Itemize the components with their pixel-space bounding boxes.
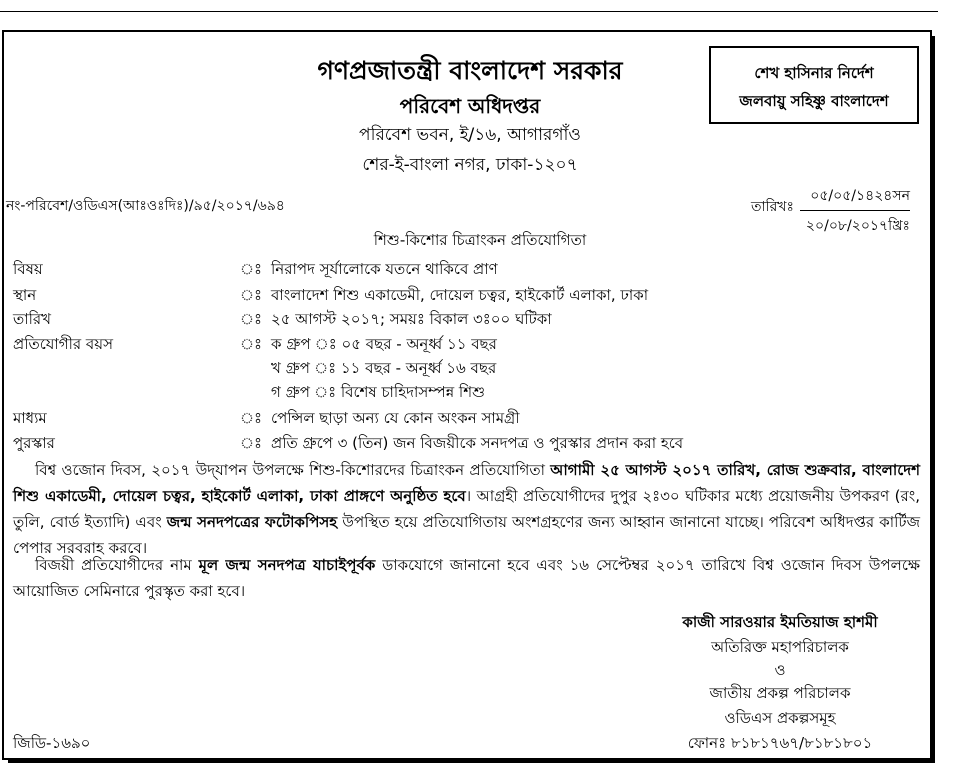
signatory-name: কাজী সারওয়ার ইমতিয়াজ হাশমী [682, 613, 878, 631]
slogan-line-1: শেখ হাসিনার নির্দেশ [754, 64, 874, 82]
frame-shadow-right [932, 36, 935, 763]
frame-shadow-bottom [8, 760, 935, 763]
detail-separator: ঃ [240, 286, 263, 304]
signatory-conjunction: ও [774, 661, 786, 679]
top-rule [0, 11, 938, 12]
winners-paragraph [13, 552, 920, 604]
date-bangla: ০৫/০৫/১৪২৪সন [800, 184, 910, 211]
detail-separator: ঃ [240, 335, 263, 353]
announcement-paragraph [13, 457, 920, 561]
detail-label: মাধ্যম [13, 409, 47, 427]
department-name: পরিবেশ অধিদপ্তর [399, 94, 541, 118]
detail-value: খ গ্রুপ ঃ ১১ বছর - অনূর্ধ্ব ১৬ বছর [271, 359, 497, 377]
detail-label: বিষয় [13, 260, 43, 278]
subject-heading: শিশু-কিশোর চিত্রাংকন প্রতিযোগিতা [373, 231, 587, 249]
address-line-2: শের-ই-বাংলা নগর, ঢাকা-১২০৭ [362, 155, 578, 175]
detail-value: ক গ্রুপ ঃ ০৫ বছর - অনূর্ধ্ব ১১ বছর [271, 335, 497, 353]
gd-code: জিডি-১৬৯০ [13, 734, 91, 752]
detail-value: বাংলাদেশ শিশু একাডেমী, দোয়েল চত্বর, হাইকোর্ট এলাকা, ঢাকা [271, 286, 649, 304]
paragraph-text: বিশ্ব ওজোন দিবস, ২০১৭ উদ্‌যাপন উপলক্ষে শিশু-কিশোরদের চিত্রাংকন প্রতিযোগিতা [35, 461, 551, 479]
detail-value: প্রতি গ্রুপে ৩ (তিন) জন বিজয়ীকে সনদপত্র ও পুরস্কার প্রদান করা হবে [271, 434, 684, 452]
detail-label: স্থান [13, 286, 37, 304]
detail-label: পুরস্কার [13, 434, 55, 452]
detail-label: তারিখ [13, 310, 51, 328]
paragraph-text: ডাকযোগে জানানো হবে এবং ১৬ সেপ্টেম্বর ২০১৭ তারিখে বিশ্ব ওজোন দিবস উপলক্ষে আয়োজিত সেমিনারে পুরস্কৃত করা হবে। [13, 556, 921, 600]
detail-separator: ঃ [240, 260, 263, 278]
event-details-bold: আগামী ২৫ আগস্ট ২০১৭ তারিখ, রোজ শুক্রবার, বাংলাদেশ শিশু একাডেমী, দোয়েল চত্বর, হাইকোর্ট এলাকা, ঢাকা প্রাঙ্গণে অনুষ্ঠিত হবে [13, 461, 920, 505]
slogan-line-2: জলবায়ু সহিষ্ণু বাংলাদেশ [739, 92, 889, 110]
detail-value: ২৫ আগস্ট ২০১৭; সময়ঃ বিকাল ৩ঃ০০ ঘটিকা [271, 310, 552, 328]
birth-certificate-note: জন্ম সনদপত্রের ফটোকপিসহ [166, 513, 338, 531]
detail-value: পেন্সিল ছাড়া অন্য যে কোন অংকন সামগ্রী [271, 409, 520, 427]
detail-label: প্রতিযোগীর বয়স [13, 335, 113, 353]
detail-separator: ঃ [240, 310, 263, 328]
signatory-phone: ফোনঃ ৮১৮১৭৬৭/৮১৮১৮০১ [687, 734, 873, 752]
detail-separator: ঃ [240, 409, 263, 427]
signatory-title-2: জাতীয় প্রকল্প পরিচালক [709, 684, 851, 702]
paragraph-text: উপস্থিত হয়ে প্রতিযোগিতায় অংশগ্রহণের জন্য আহ্বান জানানো যাচ্ছে। পরিবেশ অধিদপ্তর কার্টিজ পেপার সরবরাহ করবে। [13, 513, 920, 557]
verification-note: মূল জন্ম সনদপত্র যাচাইপূর্বক [198, 556, 376, 574]
detail-value: গ গ্রুপ ঃ বিশেষ চাহিদাসম্পন্ন শিশু [271, 383, 486, 401]
memo-number: নং-পরিবেশ/ওডিএস(আঃওঃদিঃ)/৯৫/২০১৭/৬৯৪ [6, 198, 285, 214]
detail-value: নিরাপদ সূর্যালোকে যতনে থাকিবে প্রাণ [271, 260, 498, 278]
address-line-1: পরিবেশ ভবন, ই/১৬, আগারগাঁও [359, 125, 581, 145]
paragraph-text: । আগ্রহী প্রতিযোগীদের দুপুর ২ঃ৩০ ঘটিকার মধ্যে প্রয়োজনীয় উপকরণ (রং, তুলি, বোর্ড ইত্যাদি) এবং [13, 487, 920, 531]
signatory-title-3: ওডিএস প্রকল্পসমূহ [724, 709, 836, 727]
signatory-title-1: অতিরিক্ত মহাপরিচালক [711, 638, 849, 656]
date-block [800, 184, 910, 238]
paragraph-text: বিজয়ী প্রতিযোগীদের নাম [35, 556, 199, 574]
date-english: ২০/০৮/২০১৭খ্রিঃ [805, 218, 910, 234]
detail-separator: ঃ [240, 434, 263, 452]
govt-title: গণপ্রজাতন্ত্রী বাংলাদেশ সরকার [317, 56, 623, 85]
slogan-box [709, 46, 919, 124]
date-label: তারিখঃ [751, 199, 794, 215]
